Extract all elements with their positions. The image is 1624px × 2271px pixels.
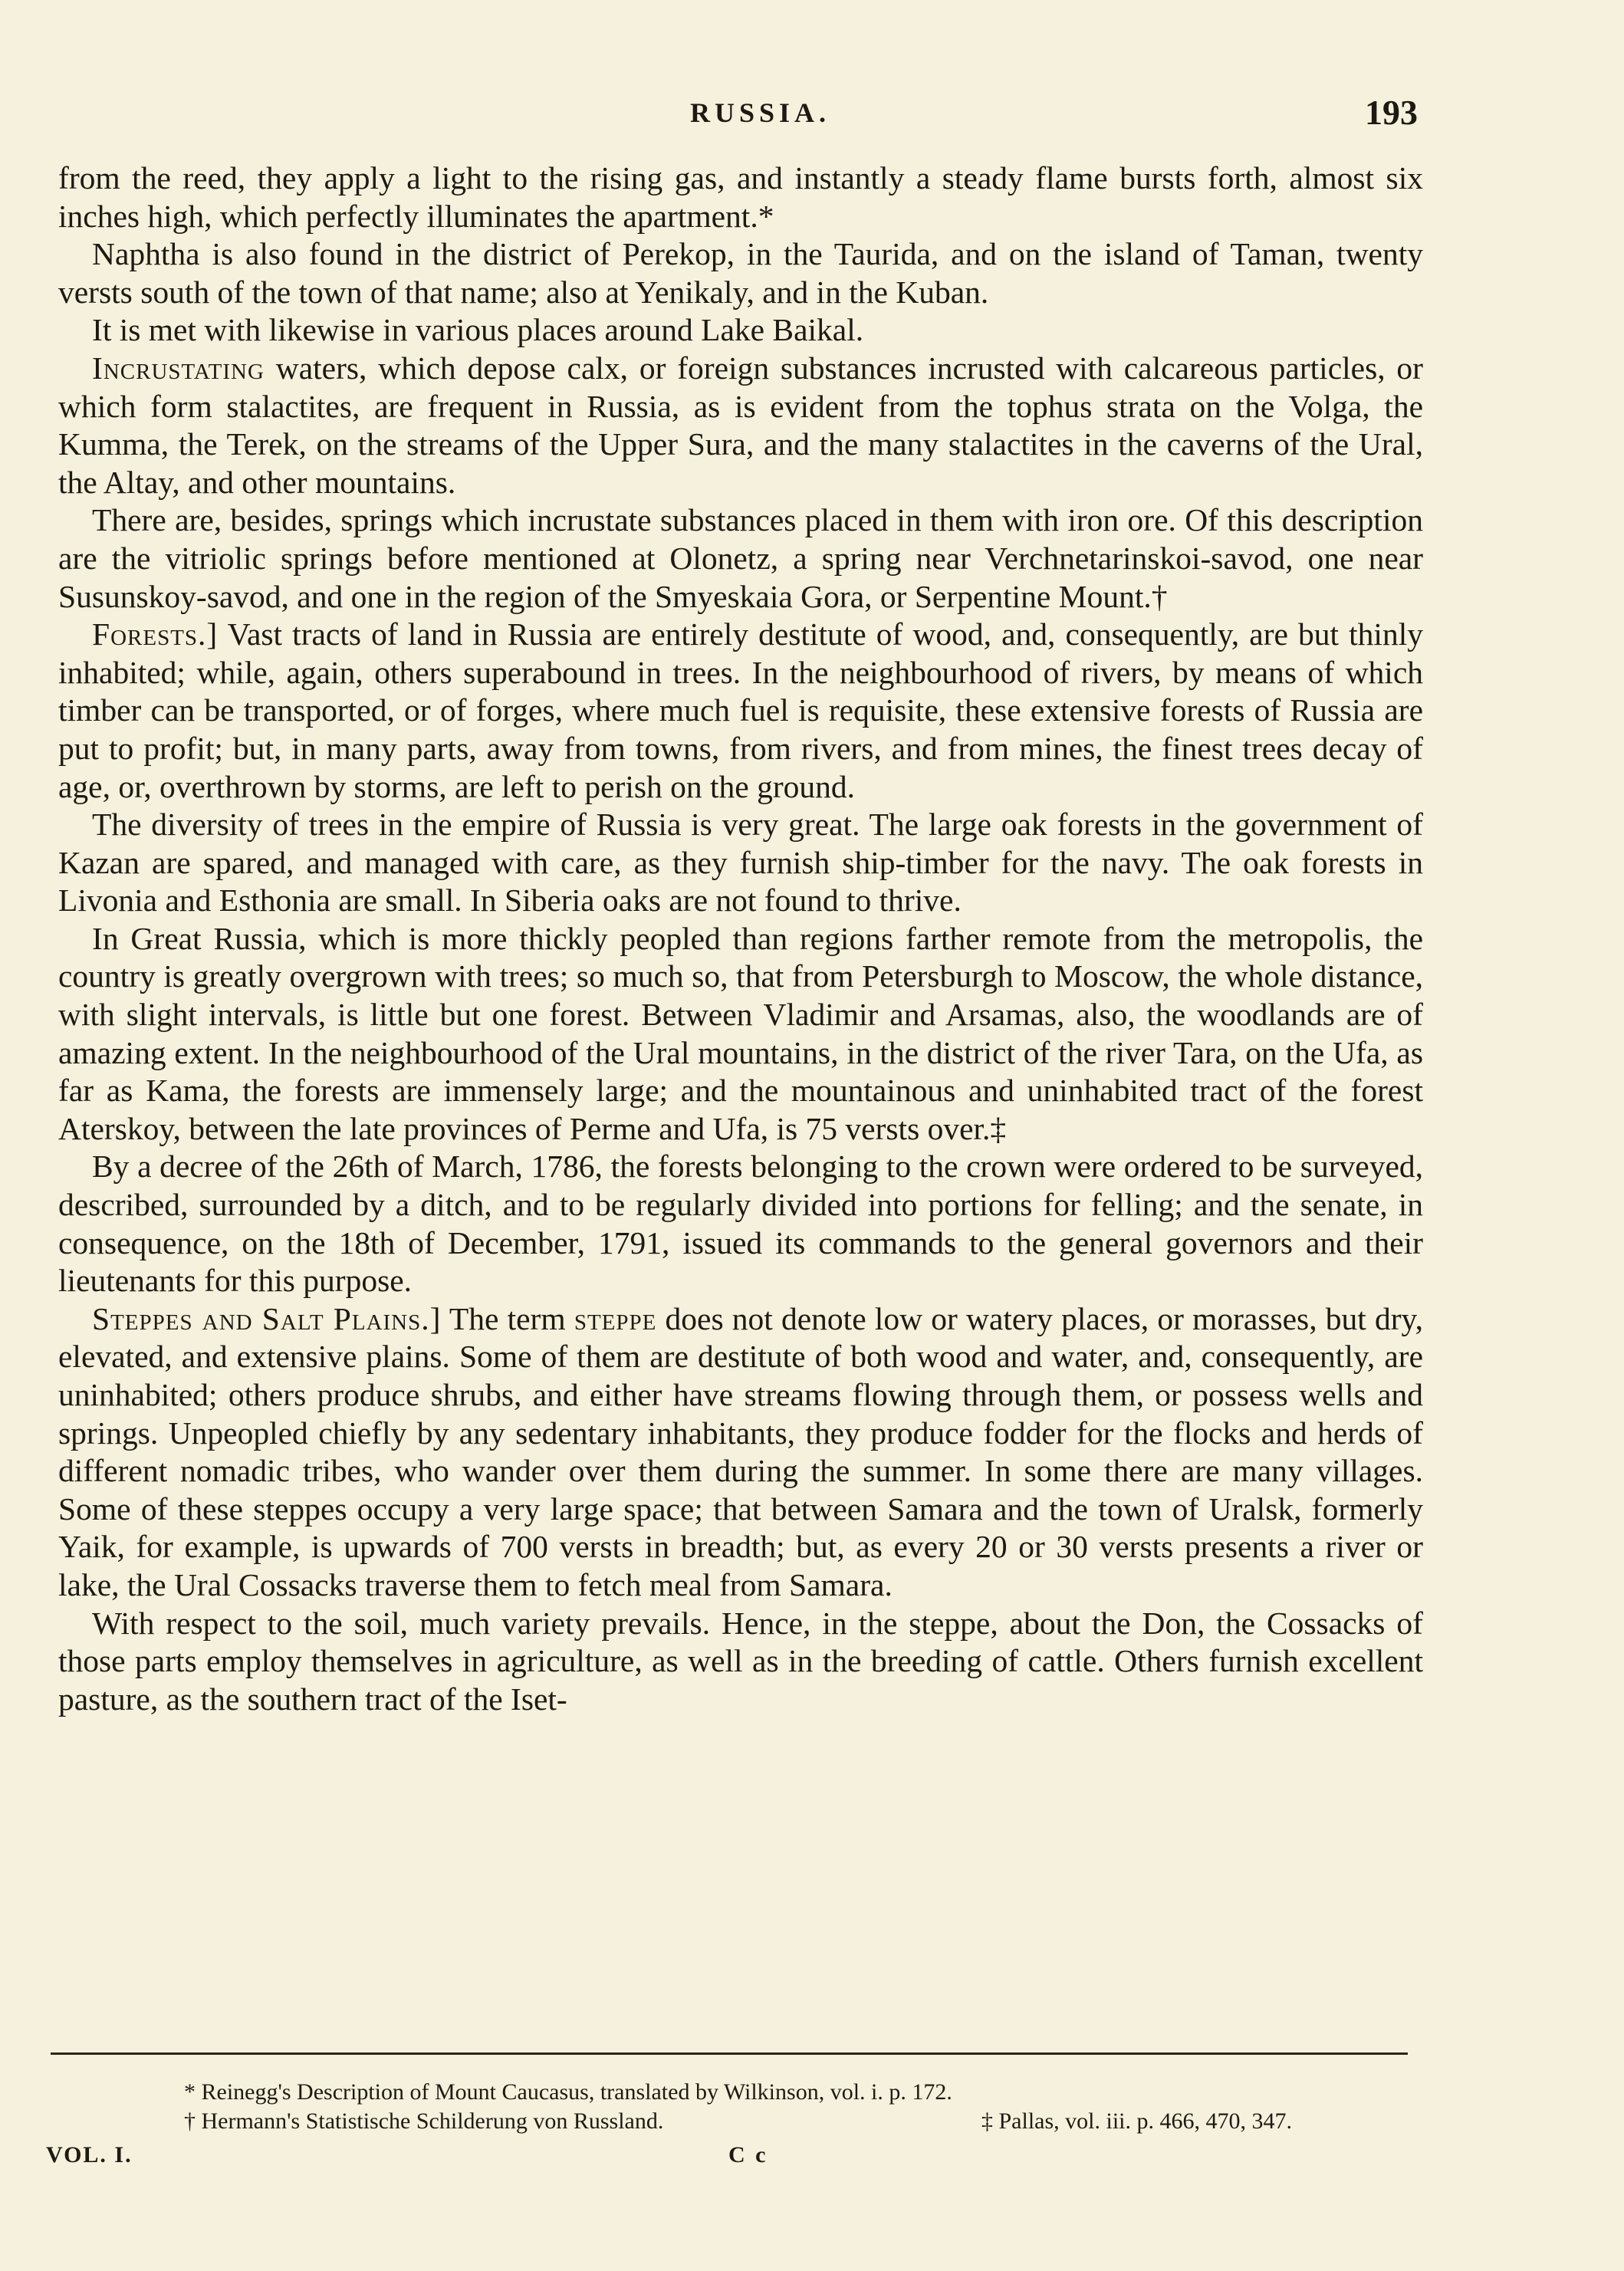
incrustating-text: waters, which depose calx, or foreign substances incrusted with calcareous particles, or which form stalactites, are frequent in Russia, as is evident from the tophus strata on the Volga, the Kumma, the Terek, on the streams of the Upper Sura, and the many stalactites in the caverns of the Ural, the Altay, and other mountains. xyxy=(58,350,1423,500)
forests-text: Vast tracts of land in Russia are entirely destitute of wood, and, consequently, are but thinly inhabited; while, again, others superabound in trees. In the neighbourhood of rivers, by means of which timber can be transported, or of forges, where much fuel is requisite, these extensive forests of Russia are put to profit; but, in many parts, away from towns, from rivers, and from mines, the finest trees decay of age, or, overthrown by storms, are left to perish on the ground. xyxy=(58,616,1423,804)
signature-line xyxy=(46,2142,1411,2176)
steppe-term: steppe xyxy=(574,1300,657,1336)
page-number: 193 xyxy=(1365,93,1418,132)
paragraph-soil: With respect to the soil, much variety prevails. Hence, in the steppe, about the Don, the Cossacks of those parts employ themselves in agriculture, as well as in the breeding of cattle. Others furnish excellent pasture, as the southern tract of the Iset- xyxy=(58,1605,1423,1717)
paragraph-steppes xyxy=(58,1300,1423,1605)
signature-mark: C c xyxy=(728,2142,768,2167)
paragraph-lake-baikal: It is met with likewise in various places around Lake Baikal. xyxy=(92,312,864,348)
footnote-row xyxy=(184,2107,1411,2136)
paragraph-great-russia: In Great Russia, which is more thickly peopled than regions farther remote from the metropolis, the country is greatly overgrown with trees; so much so, that from Petersburgh to Moscow, the whole distance, with slight intervals, is little but one forest. Between Vladimir and Arsamas, also, the woodlands are of amazing extent. In the neighbourhood of the Ural mountains, in the district of the river Tara, on the Ufa, as far as Kama, the forests are immensely large; and the mountainous and uninhabited tract of the forest Aterskoy, between the late provinces of Perme and Ufa, is 75 versts over.‡ xyxy=(58,920,1423,1146)
paragraph-tree-diversity: The diversity of trees in the empire of Russia is very great. The large oak forests in the government of Kazan are spared, and managed with care, as they furnish ship-timber for the navy. The oak forests in Livonia and Esthonia are small. In Siberia oaks are not found to thrive. xyxy=(58,807,1423,919)
paragraph-decree: By a decree of the 26th of March, 1786, the forests belonging to the crown were ordered to be surveyed, described, surrounded by a ditch, and to be regularly divided into portions for felling; and the senate, in consequence, on the 18th of December, 1791, issued its commands to the general governors and their lieutenants for this purpose. xyxy=(58,1149,1423,1299)
footnotes xyxy=(184,2078,1411,2136)
steppes-heading: Steppes and Salt Plains.] xyxy=(92,1300,442,1336)
page-header xyxy=(0,92,1624,138)
footnote-hermann: † Hermann's Statistische Schilderung von Russland. xyxy=(184,2108,664,2134)
footnote-divider xyxy=(51,2052,1408,2055)
paragraph-incrustating-waters xyxy=(58,350,1423,501)
paragraph-iron-springs: There are, besides, springs which incrustate substances placed in them with iron ore. Of this description are the vitriolic springs before mentioned at Olonetz, a spring near Verchnetarinskoi-savod, one near Susunskoy-savod, and one in the region of the Smyeskaia Gora, or Serpentine Mount.† xyxy=(58,502,1423,614)
steppes-text-a: The term xyxy=(441,1300,574,1336)
steppes-text-b: does not denote low or watery places, or morasses, but dry, elevated, and extensive plains. Some of them are destitute of both wood and water, and, consequently, are uninhabited; others produce shrubs, and either have streams flowing through them, or possess wells and springs. Unpeopled chiefly by any sedentary inhabitants, they produce fodder for the flocks and herds of different nomadic tribes, who wander over them during the summer. In some there are many villages. Some of these steppes occupy a very large space; that between Samara and the town of Uralsk, formerly Yaik, for example, is upwards of 700 versts in breadth; but, as every 20 or 30 versts presents a river or lake, the Ural Cossacks traverse them to fetch meal from Samara. xyxy=(58,1300,1423,1602)
incrustating-heading: Incrustating xyxy=(92,350,265,386)
running-title: RUSSIA. xyxy=(690,97,831,128)
paragraph-forests xyxy=(58,616,1423,806)
paragraph-gas-flame: from the reed, they apply a light to the rising gas, and instantly a steady flame bursts forth, almost six inches high, which perfectly illuminates the apartment.* xyxy=(58,160,1423,234)
footnote-row xyxy=(184,2078,1411,2107)
volume-label: VOL. I. xyxy=(46,2142,133,2167)
footnote-pallas: ‡ Pallas, vol. iii. p. 466, 470, 347. xyxy=(981,2108,1292,2134)
forests-heading: Forests.] xyxy=(92,616,219,652)
footnote-reinegg: * Reinegg's Description of Mount Caucasus, translated by Wilkinson, vol. i. p. 172. xyxy=(184,2079,952,2105)
paragraph-naphtha: Naphtha is also found in the district of Perekop, in the Taurida, and on the island of Taman, twenty versts south of the town of that name; also at Yenikaly, and in the Kuban. xyxy=(58,236,1423,310)
body-text xyxy=(58,159,1423,1718)
